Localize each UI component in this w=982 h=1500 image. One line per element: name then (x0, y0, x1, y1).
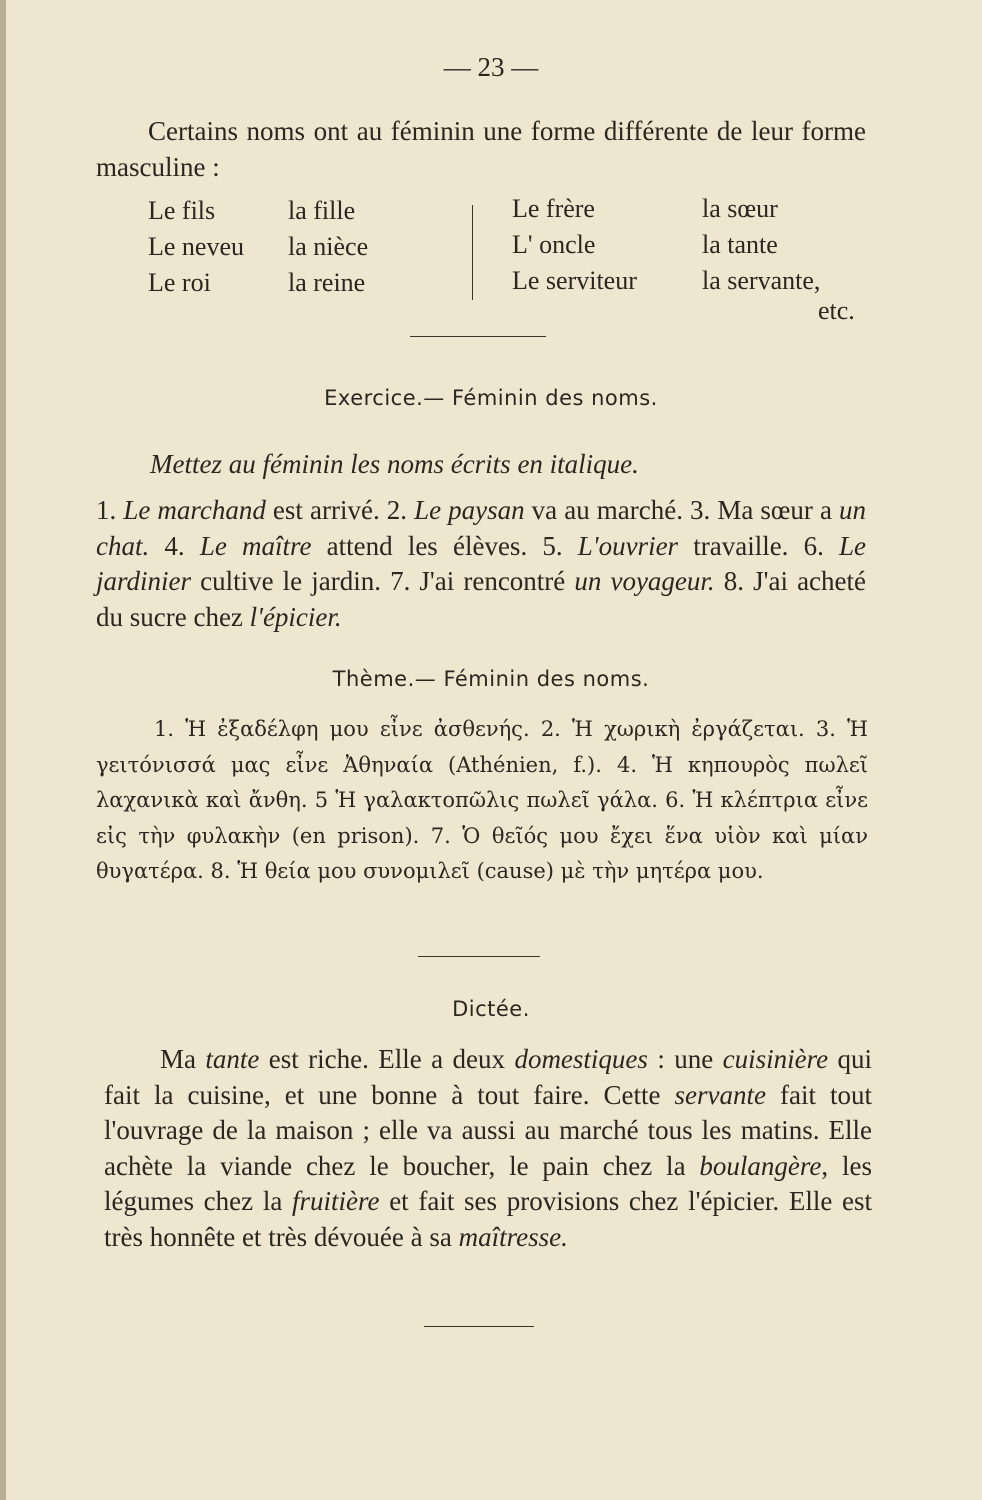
page-binding-edge (0, 0, 6, 1500)
theme-heading: Thème.— Féminin des noms. (332, 667, 650, 691)
dictee-heading: Dictée. (452, 997, 530, 1021)
italic-noun: servante (674, 1079, 766, 1110)
pair-word: la servante, (702, 266, 821, 295)
sentence-text: J'ai acheté du sucre chez (96, 566, 867, 632)
sentence-text: attend les élèves. (311, 530, 543, 561)
table-divider (472, 205, 473, 300)
sentence-number: 2. (386, 495, 407, 525)
italic-noun: un voyageur. (574, 566, 715, 596)
pairs-col-feminine-2 (702, 191, 820, 299)
pair-word: L' oncle (512, 230, 596, 259)
section-divider (418, 956, 540, 957)
dictee-text-run: , les légumes chez la (104, 1150, 872, 1217)
italic-noun: cuisinière (722, 1044, 829, 1074)
pair-word: la tante (702, 230, 778, 259)
intro-text: Certains noms ont au féminin une forme différente de leur forme masculine : (96, 116, 866, 182)
italic-noun: l'épicier. (249, 601, 342, 632)
italic-noun: L'ouvrier (577, 530, 679, 561)
italic-noun: fruitière (292, 1186, 380, 1217)
pair-word: Le roi (148, 268, 211, 297)
italic-noun: Le marchand (123, 495, 266, 525)
italic-noun: Le jardinier (96, 530, 867, 596)
intro-paragraph (96, 114, 866, 185)
section-divider (424, 1326, 534, 1327)
sentence-text: J'ai rencontré (410, 566, 575, 596)
pair-word: Le serviteur (512, 266, 637, 295)
sentence-number: 7. (390, 566, 411, 596)
dictee-text-run: est riche. Elle a deux (259, 1044, 515, 1074)
sentence-number: 8. (723, 566, 745, 596)
pairs-col-masculine-2 (512, 191, 637, 299)
sentence-text: est arrivé. (265, 495, 387, 525)
italic-noun: boulangère (699, 1150, 822, 1181)
page-number: — 23 — (443, 52, 539, 82)
sentence-number: 3. (690, 495, 711, 525)
sentence-text: Ma sœur a (710, 495, 839, 525)
italic-noun: Le maître (199, 530, 312, 561)
italic-noun: domestiques (514, 1044, 648, 1074)
section-divider (410, 336, 546, 337)
dictee-text-run: fait tout l'ouvrage de la maison ; elle va aussi au marché tous les matins. Elle achète la viande chez le boucher, le pain chez la (104, 1079, 873, 1181)
sentence-text (715, 566, 724, 596)
italic-noun: maîtresse. (458, 1221, 568, 1252)
sentence-text: travaille. (678, 530, 804, 561)
theme-text: 1. Ἡ ἐξαδέλφη μου εἶνε ἀσθενής. 2. Ἡ χωρικὴ ἐργάζεται. 3. Ἡ γειτόνισσά μας εἶνε Ἀθηναία (Athénien, f.). 4. Ἡ κηπουρὸς πωλεῖ λαχανικὰ καὶ ἄνθη. 5 Ἡ γαλακτοπῶλις πωλεῖ γάλα. 6. Ἡ κλέπτρια εἶνε εἰς τὴν φυλακὴν (en prison). 7. Ὁ θεῖός μου ἔχει ἕνα υἱὸν καὶ μίαν θυγατέρα. 8. Ἡ θεία μου συνομιλεῖ (cause) μὲ τὴν μητέρα μου. (96, 717, 868, 883)
dictee-text-run: : une (647, 1044, 723, 1074)
pairs-col-masculine-1 (148, 193, 244, 301)
sentence-number: 1. (96, 495, 117, 525)
etc-label: etc. (818, 296, 855, 325)
pair-word: la sœur (702, 194, 778, 223)
pair-word: la fille (288, 196, 356, 225)
pairs-col-feminine-1 (288, 193, 368, 301)
sentence-text: va au marché. (524, 495, 691, 525)
exercice-sentences (96, 493, 866, 635)
italic-noun: Le paysan (414, 495, 525, 525)
pair-word: la nièce (288, 232, 369, 261)
dictee-text-run: qui fait la cuisine, et une bonne à tout faire. Cette (104, 1044, 872, 1110)
pair-word: Le frère (512, 194, 595, 223)
dictee-text-run: Ma (160, 1044, 206, 1074)
exercice-instruction: Mettez au féminin les noms écrits en italique. (150, 449, 639, 479)
pair-word: Le fils (148, 196, 216, 225)
sentence-text: cultive le jardin. (191, 566, 391, 596)
pair-word: la reine (288, 268, 366, 297)
italic-noun: tante (205, 1044, 260, 1074)
theme-greek-text (96, 712, 868, 890)
dictee-text-run: et fait ses provisions chez l'épicier. Elle est très honnête et très dévouée à sa (104, 1186, 873, 1252)
dictee-text (104, 1042, 872, 1256)
sentence-number: 6. (803, 530, 824, 561)
sentence-number: 5. (542, 530, 563, 561)
sentence-number: 4. (164, 530, 185, 561)
pair-word: Le neveu (148, 232, 245, 261)
dictee-paragraph (104, 1042, 872, 1256)
italic-noun: un chat. (96, 495, 866, 561)
sentence-text (149, 531, 164, 561)
exercice-heading: Exercice.— Féminin des noms. (324, 386, 658, 410)
